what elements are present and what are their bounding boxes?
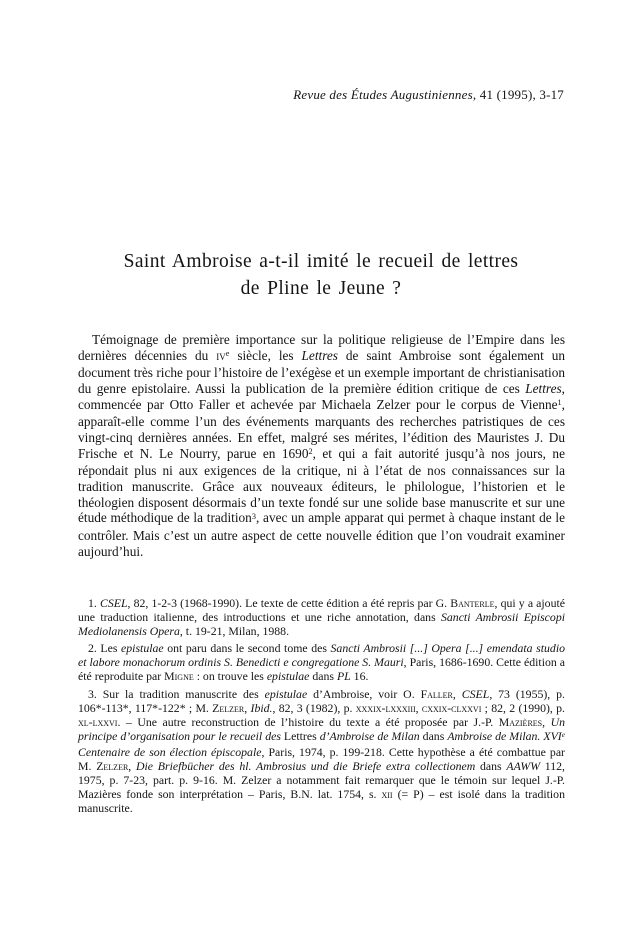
article-title-line2: de Pline le Jeune ?	[240, 277, 402, 299]
body-paragraph: Témoignage de première importance sur la politique religieuse de l’Empire dans les dernières décennies du $iv^e$ siècle, les Lettres de saint Ambroise sont également un document très riche pour l’histoire de l’exégèse et un exemple important de christianisation du genre epistolaire. Aussi la publication de la première édition critique de ces Lettres, commencée par Otto Faller et achevée par Michaela Zelzer pour le corpus de Vienne$^1$, apparaît-elle comme l’un des événements marquants des recherches patristiques de ces vingt-cinq dernières années. En effet, malgré ses mérites, l’édition des Mauristes J. Du Frische et N. Le Nourry, parue en 1690$^2$, et qui a fait autorité jusqu’à nos jours, ne répondait plus ni aux exigences de la critique, ni à l’état de nos connaissances sur la tradition manuscrite. Grâce aux nouveaux éditeurs, le philologue, l’historien et le théologien disposent désormais d’un texte fondé sur une solide base manuscrite et sur une étude méthodique de la tradition$^3$, avec un ample apparat qui permet à chaque instant de le contrôler. Mais c’est un autre aspect de cette nouvelle édition que l’on voudrait examiner aujourd’hui.	[78, 332, 566, 559]
footnote-3: 3. Sur la tradition manuscrite des epistulae d’Ambroise, voir O. Faller, CSEL, 73 (1955), p. 106*-113*, 117*-122* ; M. Zelzer, Ibid., 82, 3 (1982), p. xxxix-lxxxiii, cxxix-clxxvi ; 82, 2 (1990), p. xl-lxxvi. – Une autre reconstruction de l’histoire du texte a été proposée par J.-P. Mazières, Un principe d’organisation pour le recueil des Lettres d’Ambroise de Milan dans Ambroise de Milan. XVIe Centenaire de son élection épiscopale, Paris, 1974, p. 199-218. Cette hypothèse a été combattue par M. Zelzer, Die Briefbücher des hl. Ambrosius und die Briefe extra collectionem dans AAWW 112, 1975, p. 7-23, part. p. 9-16. M. Zelzer a notamment fait remarquer que le témoin sur lequel J.-P. Mazières fonde son interprétation – Paris, B.N. lat. 1754, s. xii (= P) – est isolé dans la tradition manuscrite.	[78, 686, 566, 816]
article-title	[40, 249, 602, 302]
journal-name: Revue des Études Augustiniennes	[293, 87, 473, 102]
footnote-1: 1. CSEL, 82, 1-2-3 (1968-1990). Le texte de cette édition a été repris par G. Banterle, qui y a ajouté une traduction italienne, des introductions et une riche annotation, dans Sancti Ambrosii Episcopi Mediolanensis Opera, t. 19-21, Milan, 1988.	[78, 596, 565, 639]
journal-citation: , 41 (1995), 3-17	[472, 87, 564, 102]
running-head	[78, 87, 564, 103]
footnote-2: 2. Les epistulae ont paru dans le second tome des Sancti Ambrosii [...] Opera [...] emendata studio et labore monachorum ordinis S. Benedicti e congregatione S. Mauri, Paris, 1686-1690. Cette édition a été reproduite par Migne : on trouve les epistulae dans PL 16.	[78, 641, 566, 684]
article-title-line1: Saint Ambroise a-t-il imité le recueil de lettres	[123, 251, 519, 272]
footnotes-block	[78, 596, 565, 818]
